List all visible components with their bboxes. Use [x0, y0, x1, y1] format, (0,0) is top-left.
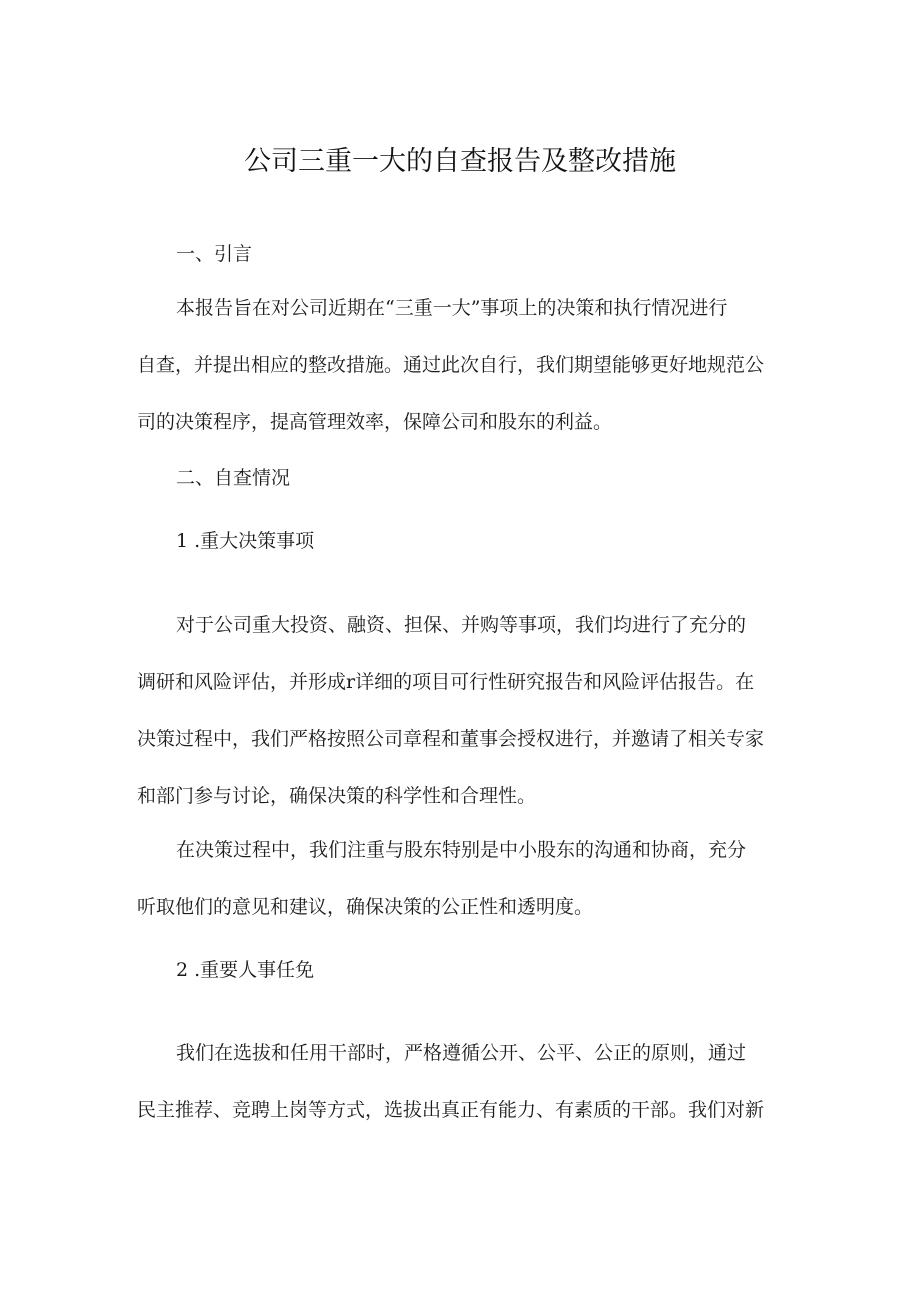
paragraph-line: 调研和风险评估，并形成r详细的项目可行性研究报告和风险评估报告。在 [137, 671, 755, 693]
paragraph-line: 决策过程中，我们严格按照公司章程和董事会授权进行，并邀请了相关专家 [137, 728, 765, 750]
intro-paragraph [137, 280, 797, 451]
major-decisions-paragraph-2 [137, 822, 797, 936]
paragraph-line: 对于公司重大投资、融资、担保、并购等事项，我们均进行了充分的 [176, 614, 747, 636]
personnel-paragraph-1 [137, 1025, 797, 1139]
document-title: 公司三重一大的自查报告及整改措施 [244, 146, 676, 177]
major-decisions-paragraph-1 [137, 597, 797, 825]
paragraph-line: 在决策过程中，我们注重与股东特别是中小股东的沟通和协商，充分 [176, 839, 747, 861]
paragraph-line: 我们在选拔和任用干部时，严格遵循公开、公平、公正的原则，通过 [176, 1042, 747, 1064]
section-heading-self-check: 二、自查情况 [176, 467, 291, 489]
paragraph-line: 和部门参与讨论，确保决策的科学性和合理性。 [137, 785, 537, 807]
paragraph-line: 听取他们的意见和建议，确保决策的公正性和透明度。 [137, 896, 594, 918]
paragraph-line: 本报告旨在对公司近期在“三重一大”事项上的决策和执行情况进行 [176, 297, 728, 319]
section-heading-intro: 一、引言 [176, 243, 253, 265]
subsection-heading-personnel: 2 .重要人事任免 [176, 959, 315, 981]
paragraph-line: 司的决策程序，提高管理效率，保障公司和股东的利益。 [137, 411, 613, 433]
paragraph-line: 民主推荐、竞聘上岗等方式，选拔出真正有能力、有素质的干部。我们对新 [137, 1099, 765, 1121]
paragraph-line: 自查，并提出相应的整改措施。通过此次自行，我们期望能够更好地规范公 [137, 354, 765, 376]
subsection-heading-major-decisions: 1 .重大决策事项 [176, 530, 315, 552]
